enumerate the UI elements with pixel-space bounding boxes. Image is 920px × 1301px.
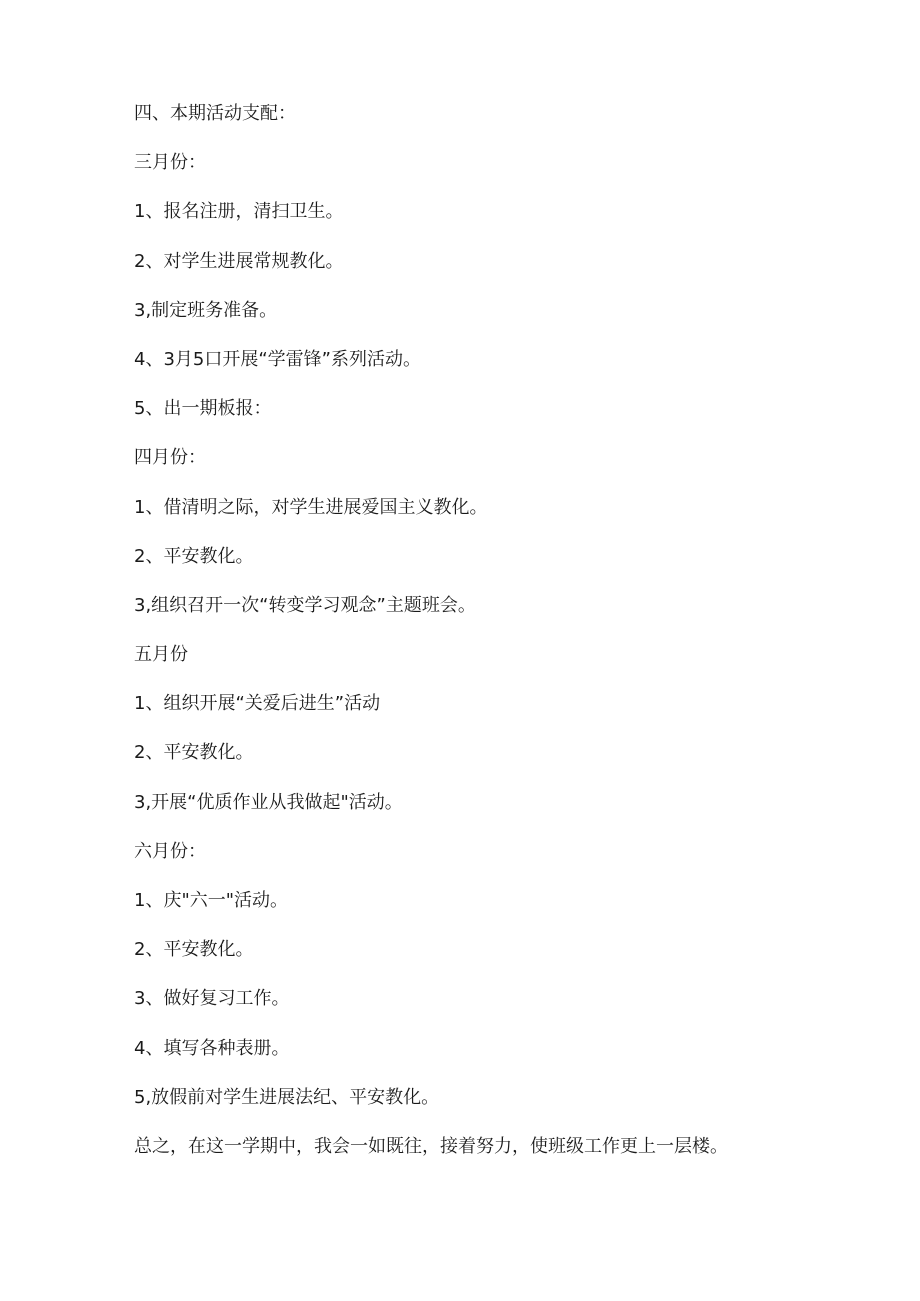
list-item: 1、组织开展“关爱后进生”活动	[134, 693, 381, 715]
list-item: 3,组织召开一次“转变学习观念”主题班会。	[134, 594, 476, 616]
month-heading-march: 三月份：	[134, 152, 206, 174]
list-item: 3,制定班务准备。	[134, 299, 278, 321]
list-item: 4、填写各种表册。	[134, 1037, 290, 1059]
list-item: 5,放假前对学生进展法纪、平安教化。	[134, 1086, 440, 1108]
list-item: 2、对学生进展常规教化。	[134, 250, 344, 272]
month-heading-may: 五月份	[134, 644, 188, 666]
list-item: 3,开展“优质作业从我做起"活动。	[134, 791, 403, 813]
list-item: 3、做好复习工作。	[134, 988, 290, 1010]
section-heading: 四、本期活动支配：	[134, 103, 296, 124]
closing-paragraph: 总之，在这一学期中，我会一如既往，接着努力，使班级工作更上一层楼。	[134, 1135, 728, 1157]
list-item: 1、报名注册，清扫卫生。	[134, 201, 344, 223]
list-item: 1、借清明之际，对学生进展爱国主义教化。	[134, 496, 488, 518]
list-item: 2、平安教化。	[134, 939, 254, 961]
list-item: 1、庆"六一"活动。	[134, 890, 289, 911]
list-item: 2、平安教化。	[134, 742, 254, 764]
document-body	[134, 96, 874, 1178]
month-heading-april: 四月份：	[134, 447, 206, 469]
list-item: 4、3月5口开展“学雷锋”系列活动。	[134, 348, 422, 370]
list-item: 5、出一期板报：	[134, 398, 272, 420]
list-item: 2、平安教化。	[134, 545, 254, 567]
month-heading-june: 六月份：	[134, 840, 206, 862]
